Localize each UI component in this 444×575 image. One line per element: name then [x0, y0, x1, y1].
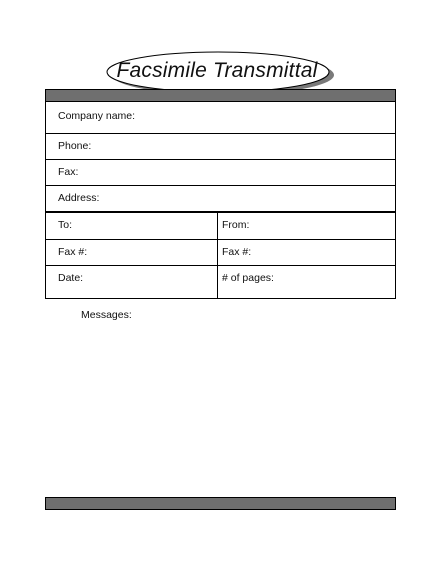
phone-label: Phone: — [58, 140, 92, 152]
pages-label[interactable]: # of pages: — [222, 272, 274, 284]
date-label[interactable]: Date: — [58, 272, 84, 284]
fax-form — [45, 101, 396, 299]
address-label: Address: — [58, 192, 100, 204]
company-row[interactable] — [46, 101, 395, 134]
column-divider — [217, 213, 218, 298]
to-fax-label[interactable]: Fax #: — [58, 246, 88, 258]
messages-label: Messages: — [81, 309, 132, 321]
fax-label: Fax: — [58, 166, 79, 178]
bottom-divider-bar — [45, 497, 396, 510]
to-from-row — [46, 213, 395, 240]
address-row[interactable] — [46, 186, 395, 213]
from-label[interactable]: From: — [222, 219, 250, 231]
page-title: Facsimile Transmittal — [116, 59, 318, 82]
from-fax-label[interactable]: Fax #: — [222, 246, 252, 258]
fax-row[interactable] — [46, 160, 395, 186]
company-label: Company name: — [58, 110, 136, 122]
fax-number-row — [46, 240, 395, 266]
phone-row[interactable] — [46, 134, 395, 160]
date-pages-row — [46, 266, 395, 298]
to-label[interactable]: To: — [58, 219, 73, 231]
